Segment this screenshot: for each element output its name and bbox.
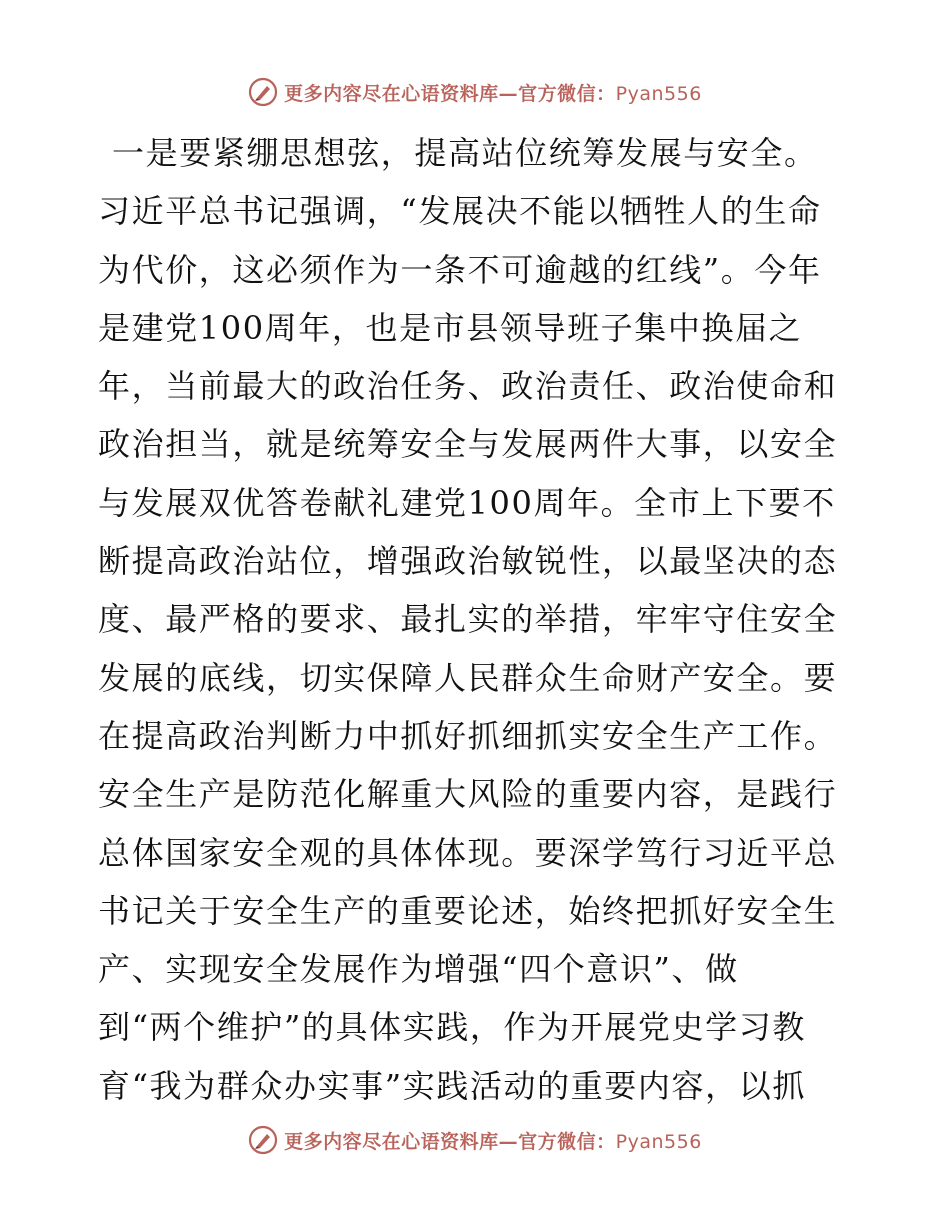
text-line: 政治担当，就是统筹安全与发展两件大事，以安全 (98, 425, 838, 464)
text-line: 年，当前最大的政治任务、政治责任、政治使命和 (98, 367, 838, 406)
text-line: 习近平总书记强调，“发展决不能以牺牲人的生命 (98, 192, 822, 231)
text-line: 到“两个维护”的具体实践，作为开展党史学习教 (98, 1008, 806, 1047)
watermark-text: 更多内容尽在心语资料库—官方微信：Pyan556 (284, 82, 702, 105)
text-line: 书记关于安全生产的重要论述，始终把抓好安全生 (98, 891, 838, 930)
text-line: 安全生产是防范化解重大风险的重要内容，是践行 (98, 775, 838, 814)
footer-watermark (0, 1120, 950, 1160)
pen-nib-logo-icon (248, 77, 278, 107)
text-line: 育“我为群众办实事”实践活动的重要内容，以抓 (98, 1066, 806, 1105)
text-line: 断提高政治站位，增强政治敏锐性，以最坚决的态 (98, 542, 838, 581)
text-line: 总体国家安全观的具体体现。要深学笃行习近平总 (98, 833, 838, 872)
text-line: 与发展双优答卷献礼建党100周年。全市上下要不 (98, 483, 836, 522)
text-line: 度、最严格的要求、最扎实的举措，牢牢守住安全 (98, 600, 838, 639)
text-line: 是建党100周年，也是市县领导班子集中换届之 (98, 308, 803, 347)
pen-nib-logo-icon (248, 1125, 278, 1155)
text-line: 在提高政治判断力中抓好抓细抓实安全生产工作。 (98, 716, 838, 755)
document-body (98, 124, 858, 1115)
text-line: 为代价，这必须作为一条不可逾越的红线”。今年 (98, 250, 822, 289)
watermark-text: 更多内容尽在心语资料库—官方微信：Pyan556 (284, 1130, 702, 1153)
text-line: 发展的底线，切实保障人民群众生命财产安全。要 (98, 658, 838, 697)
text-line: 产、实现安全发展作为增强“四个意识”、做 (98, 950, 739, 989)
text-line: 一是要紧绷思想弦，提高站位统筹发展与安全。 (112, 134, 818, 172)
header-watermark (0, 72, 950, 112)
